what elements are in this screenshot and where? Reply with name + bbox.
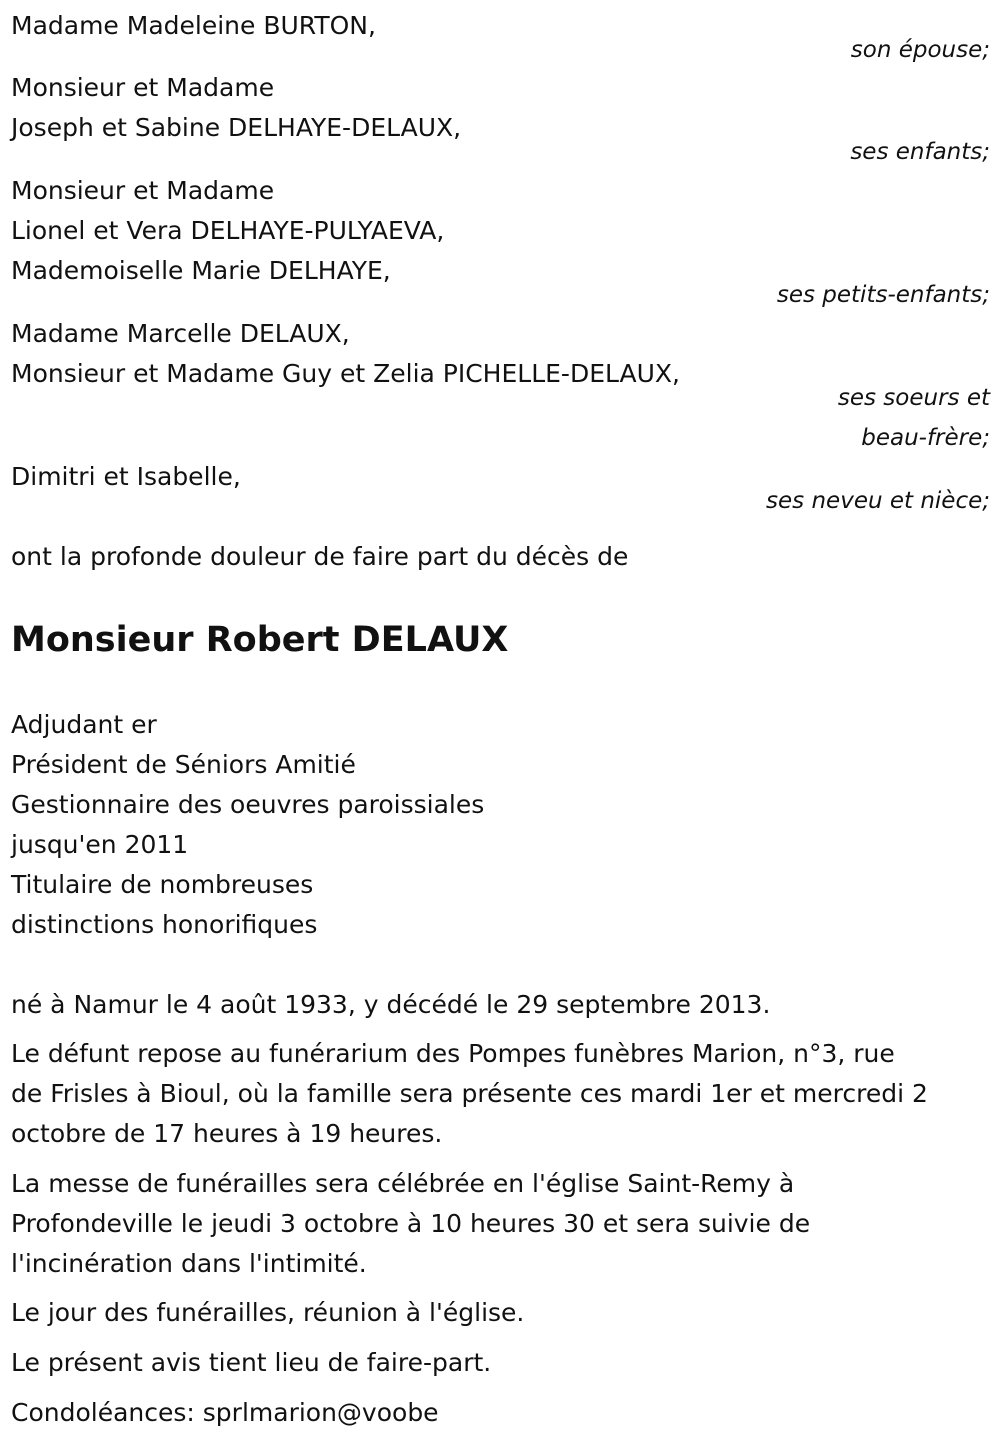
reunion-text: Le jour des funérailles, réunion à l'église. (11, 1298, 525, 1327)
mass-line: Profondeville le jeudi 3 octobre à 10 heures 30 et sera suivie de (11, 1209, 811, 1238)
birth-death-text: né à Namur le 4 août 1933, y décédé le 29 septembre 2013. (11, 990, 771, 1019)
family-name-line: Joseph et Sabine DELHAYE-DELAUX, (11, 113, 462, 142)
title-line: Gestionnaire des oeuvres paroissiales (11, 790, 485, 819)
title-line: distinctions honorifiques (11, 910, 318, 939)
mass-line: La messe de funérailles sera célébrée en l'église Saint-Remy à (11, 1169, 795, 1198)
family-name-line: Lionel et Vera DELHAYE-PULYAEVA, (11, 216, 445, 245)
family-name-line: Madame Marcelle DELAUX, (11, 319, 350, 348)
mass-line: l'incinération dans l'intimité. (11, 1249, 367, 1278)
title-line: Président de Séniors Amitié (11, 750, 356, 779)
notice-text: Le présent avis tient lieu de faire-part. (11, 1348, 492, 1377)
repose-line: de Frisles à Bioul, où la famille sera présente ces mardi 1er et mercredi 2 (11, 1079, 928, 1108)
deceased-name: Monsieur Robert DELAUX (11, 620, 509, 660)
family-relation: ses petits-enfants; (776, 282, 990, 308)
repose-line: octobre de 17 heures à 19 heures. (11, 1119, 443, 1148)
condolences-text: Condoléances: sprlmarion@voobe (11, 1398, 439, 1427)
family-name-line: Monsieur et Madame (11, 73, 275, 102)
family-relation: ses enfants; (850, 139, 990, 165)
family-name-line: Mademoiselle Marie DELHAYE, (11, 256, 391, 285)
family-name-line: Monsieur et Madame (11, 176, 275, 205)
family-relation: beau-frère; (861, 425, 990, 451)
family-name-line: Dimitri et Isabelle, (11, 462, 241, 491)
announcement-text: ont la profonde douleur de faire part du décès de (11, 542, 629, 571)
family-relation: son épouse; (850, 37, 990, 63)
title-line: Adjudant er (11, 710, 157, 739)
repose-line: Le défunt repose au funérarium des Pompes funèbres Marion, n°3, rue (11, 1039, 895, 1068)
title-line: jusqu'en 2011 (11, 830, 189, 859)
title-line: Titulaire de nombreuses (11, 870, 314, 899)
family-relation: ses soeurs et (837, 385, 990, 411)
family-relation: ses neveu et nièce; (766, 488, 990, 514)
family-name-line: Monsieur et Madame Guy et Zelia PICHELLE-DELAUX, (11, 359, 680, 388)
family-name-line: Madame Madeleine BURTON, (11, 11, 376, 40)
